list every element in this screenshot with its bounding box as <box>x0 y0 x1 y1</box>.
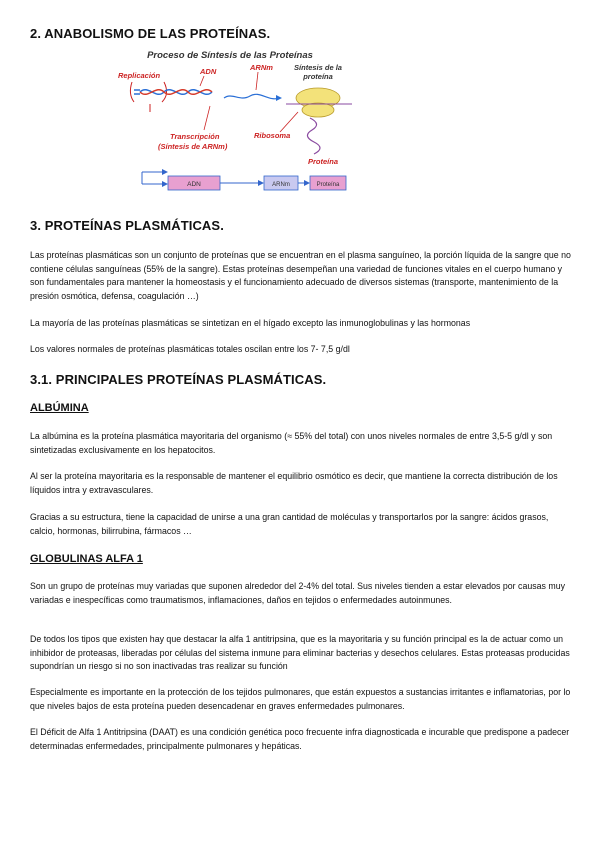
flow-adn-label: ADN <box>187 181 201 188</box>
albumina-heading: ALBÚMINA <box>30 402 89 414</box>
globulinas-heading: GLOBULINAS ALFA 1 <box>30 553 143 565</box>
label-sintesis-2: proteína <box>303 72 333 81</box>
albumina-paragraph-2: Al ser la proteína mayoritaria es la responsable de mantener el equilibrio osmótico es decir, que mantiene la correcta distribución de los líquidos intra y extravasculares. <box>30 471 558 495</box>
diagram-title: Proceso de Síntesis de las Proteínas <box>147 50 313 61</box>
flow-arnm-label: ARNm <box>272 182 290 188</box>
diagram-svg <box>100 46 360 202</box>
section-3-1-title: 3.1. PRINCIPALES PROTEÍNAS PLASMÁTICAS. <box>30 372 327 387</box>
label-sintesis-1: Síntesis de la <box>294 63 342 72</box>
section-3-paragraph-2: La mayoría de las proteínas plasmáticas se sintetizan en el hígado excepto las inmunoglobulinas y las hormonas <box>30 318 471 328</box>
protein-synthesis-diagram <box>100 46 360 202</box>
globulinas-paragraph-3: Especialmente es importante en la protección de los tejidos pulmonares, que están expuestos a sustancias irritantes e inflamatorias, por lo que niveles bajos de esta proteína pueden desencadenar en graves enfermedades pulmonares. <box>30 687 571 711</box>
label-adn: ADN <box>200 67 217 76</box>
globulinas-paragraph-2: De todos los tipos que existen hay que destacar la alfa 1 antitripsina, que es la mayoritaria y su función principal es la de actuar como un inhibidor de proteasas, liberadas por células del sistema inmune para eliminar bacterias y desechos celulares. Estas proteasas producidas supondrían un riesgo si no son inactivadas tras realizar su función <box>30 634 570 672</box>
globulinas-paragraph-4: El Déficit de Alfa 1 Antitripsina (DAAT) es una condición genética poco frecuente infra diagnosticada e incurable que predispone a padecer determinadas enfermedades, principalmente pulmonares y hepáticas. <box>30 727 570 751</box>
label-transcripcion-sub: (Síntesis de ARNm) <box>158 142 228 151</box>
ribosome-icon <box>286 88 352 154</box>
label-replicacion: Replicación <box>118 71 161 80</box>
section-3-title: 3. PROTEÍNAS PLASMÁTICAS. <box>30 218 224 233</box>
albumina-paragraph-1: La albúmina es la proteína plasmática mayoritaria del organismo (≈ 55% del total) con unos niveles normales de entre 3,5-5 g/dl y son sintetizadas exclusivamente en los hepatocitos. <box>30 431 553 455</box>
globulinas-paragraph-1: Son un grupo de proteínas muy variadas que suponen alrededor del 2-4% del total. Sus niveles tienden a estar elevados por causas muy variadas e inespecíficas como traumatismos, inflamaciones, daños en tejidos o enfermedades autoinmunes. <box>30 581 565 605</box>
section-3-paragraph-1: Las proteínas plasmáticas son un conjunto de proteínas que se encuentran en el plasma sanguíneo, la porción líquida de la sangre que no contiene células sanguíneas (55% de la sangre). Estas proteínas desempeñan una variedad de funciones vitales en el cuerpo humano y son fundamentales para mantener la homeostasis y el funcionamiento adecuado de diversos sistemas (transporte, mantenimiento de la presión osmótica, defensa, coagulación …) <box>30 250 571 301</box>
albumina-paragraph-3: Gracias a su estructura, tiene la capacidad de unirse a una gran cantidad de moléculas y transportarlos por la sangre: ácidos grasos, calcio, hormonas, bilirrubina, fármacos … <box>30 512 549 536</box>
label-proteina: Proteína <box>308 157 339 166</box>
mrna-strand-icon <box>224 94 280 99</box>
section-3-paragraph-3: Los valores normales de proteínas plasmáticas totales oscilan entre los 7- 7,5 g/dl <box>30 344 350 354</box>
section-2-title: 2. ANABOLISMO DE LAS PROTEÍNAS. <box>30 26 271 41</box>
flow-proteina-label: Proteína <box>316 182 340 188</box>
label-transcripcion: Transcripción <box>170 132 220 141</box>
label-arnm: ARNm <box>250 63 273 72</box>
dna-helix-icon <box>134 90 212 95</box>
label-ribosoma: Ribosoma <box>254 131 291 140</box>
replication-arrows-icon <box>130 82 166 112</box>
